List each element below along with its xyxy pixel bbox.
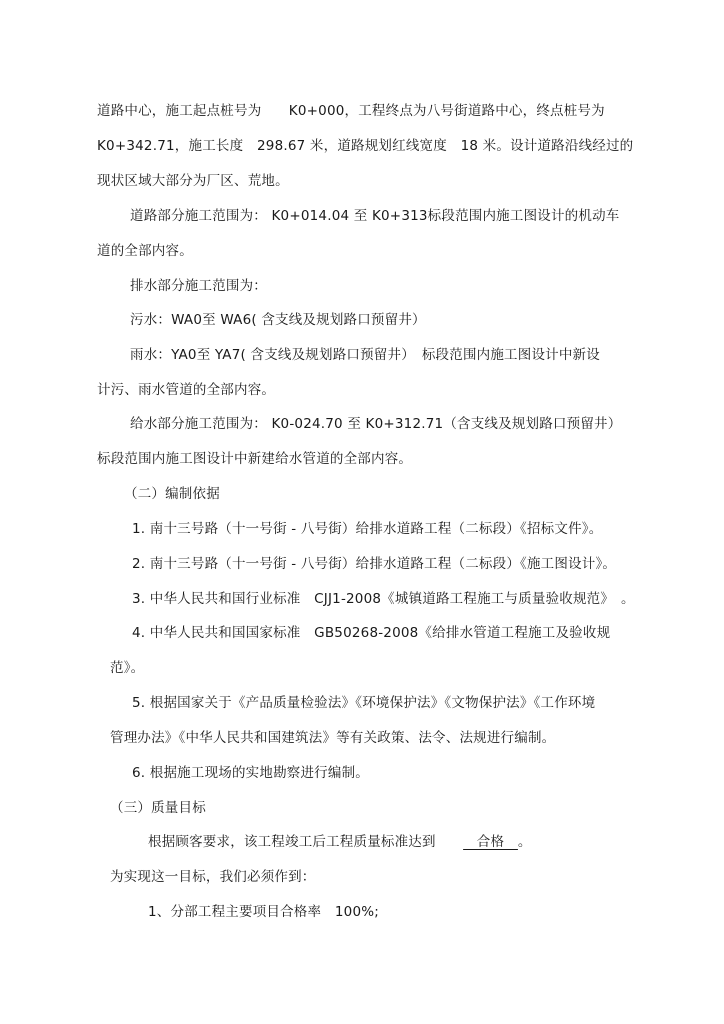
- body-line: 污水：WA0至 WA6( 含支线及规划路口预留井）: [130, 312, 426, 328]
- basis-item: 5. 根据国家关于《产品质量检验法》《环境保护法》《文物保护法》《工作环境: [132, 695, 596, 711]
- basis-item-continued: 管理办法》《中华人民共和国建筑法》等有关政策、法令、法规进行编制。: [110, 730, 556, 746]
- basis-item: 6. 根据施工现场的实地勘察进行编制。: [132, 765, 369, 781]
- quality-goal-prefix: 根据顾客要求，该工程竣工后工程质量标准达到: [148, 834, 464, 850]
- body-line: 道路中心，施工起点桩号为 K0+000，工程终点为八号街道路中心，终点桩号为: [97, 103, 605, 119]
- quality-goal-suffix: 。: [517, 834, 532, 850]
- goal-intro: 为实现这一目标，我们必须作到：: [110, 869, 316, 885]
- body-line: 排水部分施工范围为：: [130, 278, 267, 294]
- basis-item: 4. 中华人民共和国国家标准 GB50268-2008《给排水管道工程施工及验收规: [132, 625, 611, 641]
- goal-item: 1、分部工程主要项目合格率 100%;: [148, 904, 380, 920]
- basis-item: 1. 南十三号路（十一号街 - 八号街）给排水道路工程（二标段）《招标文件》。: [132, 521, 603, 537]
- basis-item-continued: 范》。: [110, 660, 145, 676]
- body-line: 现状区域大部分为厂区、荒地。: [97, 173, 289, 189]
- quality-goal-line: [148, 833, 532, 851]
- quality-goal-value: 合格: [463, 834, 518, 850]
- body-line: K0+342.71，施工长度 298.67 米，道路规划红线宽度 18 米。设计道路沿线经过的: [97, 138, 634, 154]
- body-line: 标段范围内施工图设计中新建给水管道的全部内容。: [97, 451, 413, 467]
- basis-item: 3. 中华人民共和国行业标准 CJJ1-2008《城镇道路工程施工与质量验收规范》 。: [132, 591, 635, 607]
- body-line: 雨水：YA0至 YA7( 含支线及规划路口预留井） 标段范围内施工图设计中新设: [130, 347, 600, 363]
- basis-item: 2. 南十三号路（十一号街 - 八号街）给排水道路工程（二标段）《施工图设计》。: [132, 556, 617, 572]
- body-line: 道的全部内容。: [97, 243, 193, 259]
- section-heading: （三）质量目标: [110, 800, 206, 816]
- body-line: 给水部分施工范围为： K0-024.70 至 K0+312.71（含支线及规划路口预留井）: [130, 416, 622, 432]
- body-line: 计污、雨水管道的全部内容。: [97, 382, 276, 398]
- section-heading: （二）编制依据: [124, 486, 220, 502]
- body-line: 道路部分施工范围为： K0+014.04 至 K0+313标段范围内施工图设计的机动车: [130, 208, 620, 224]
